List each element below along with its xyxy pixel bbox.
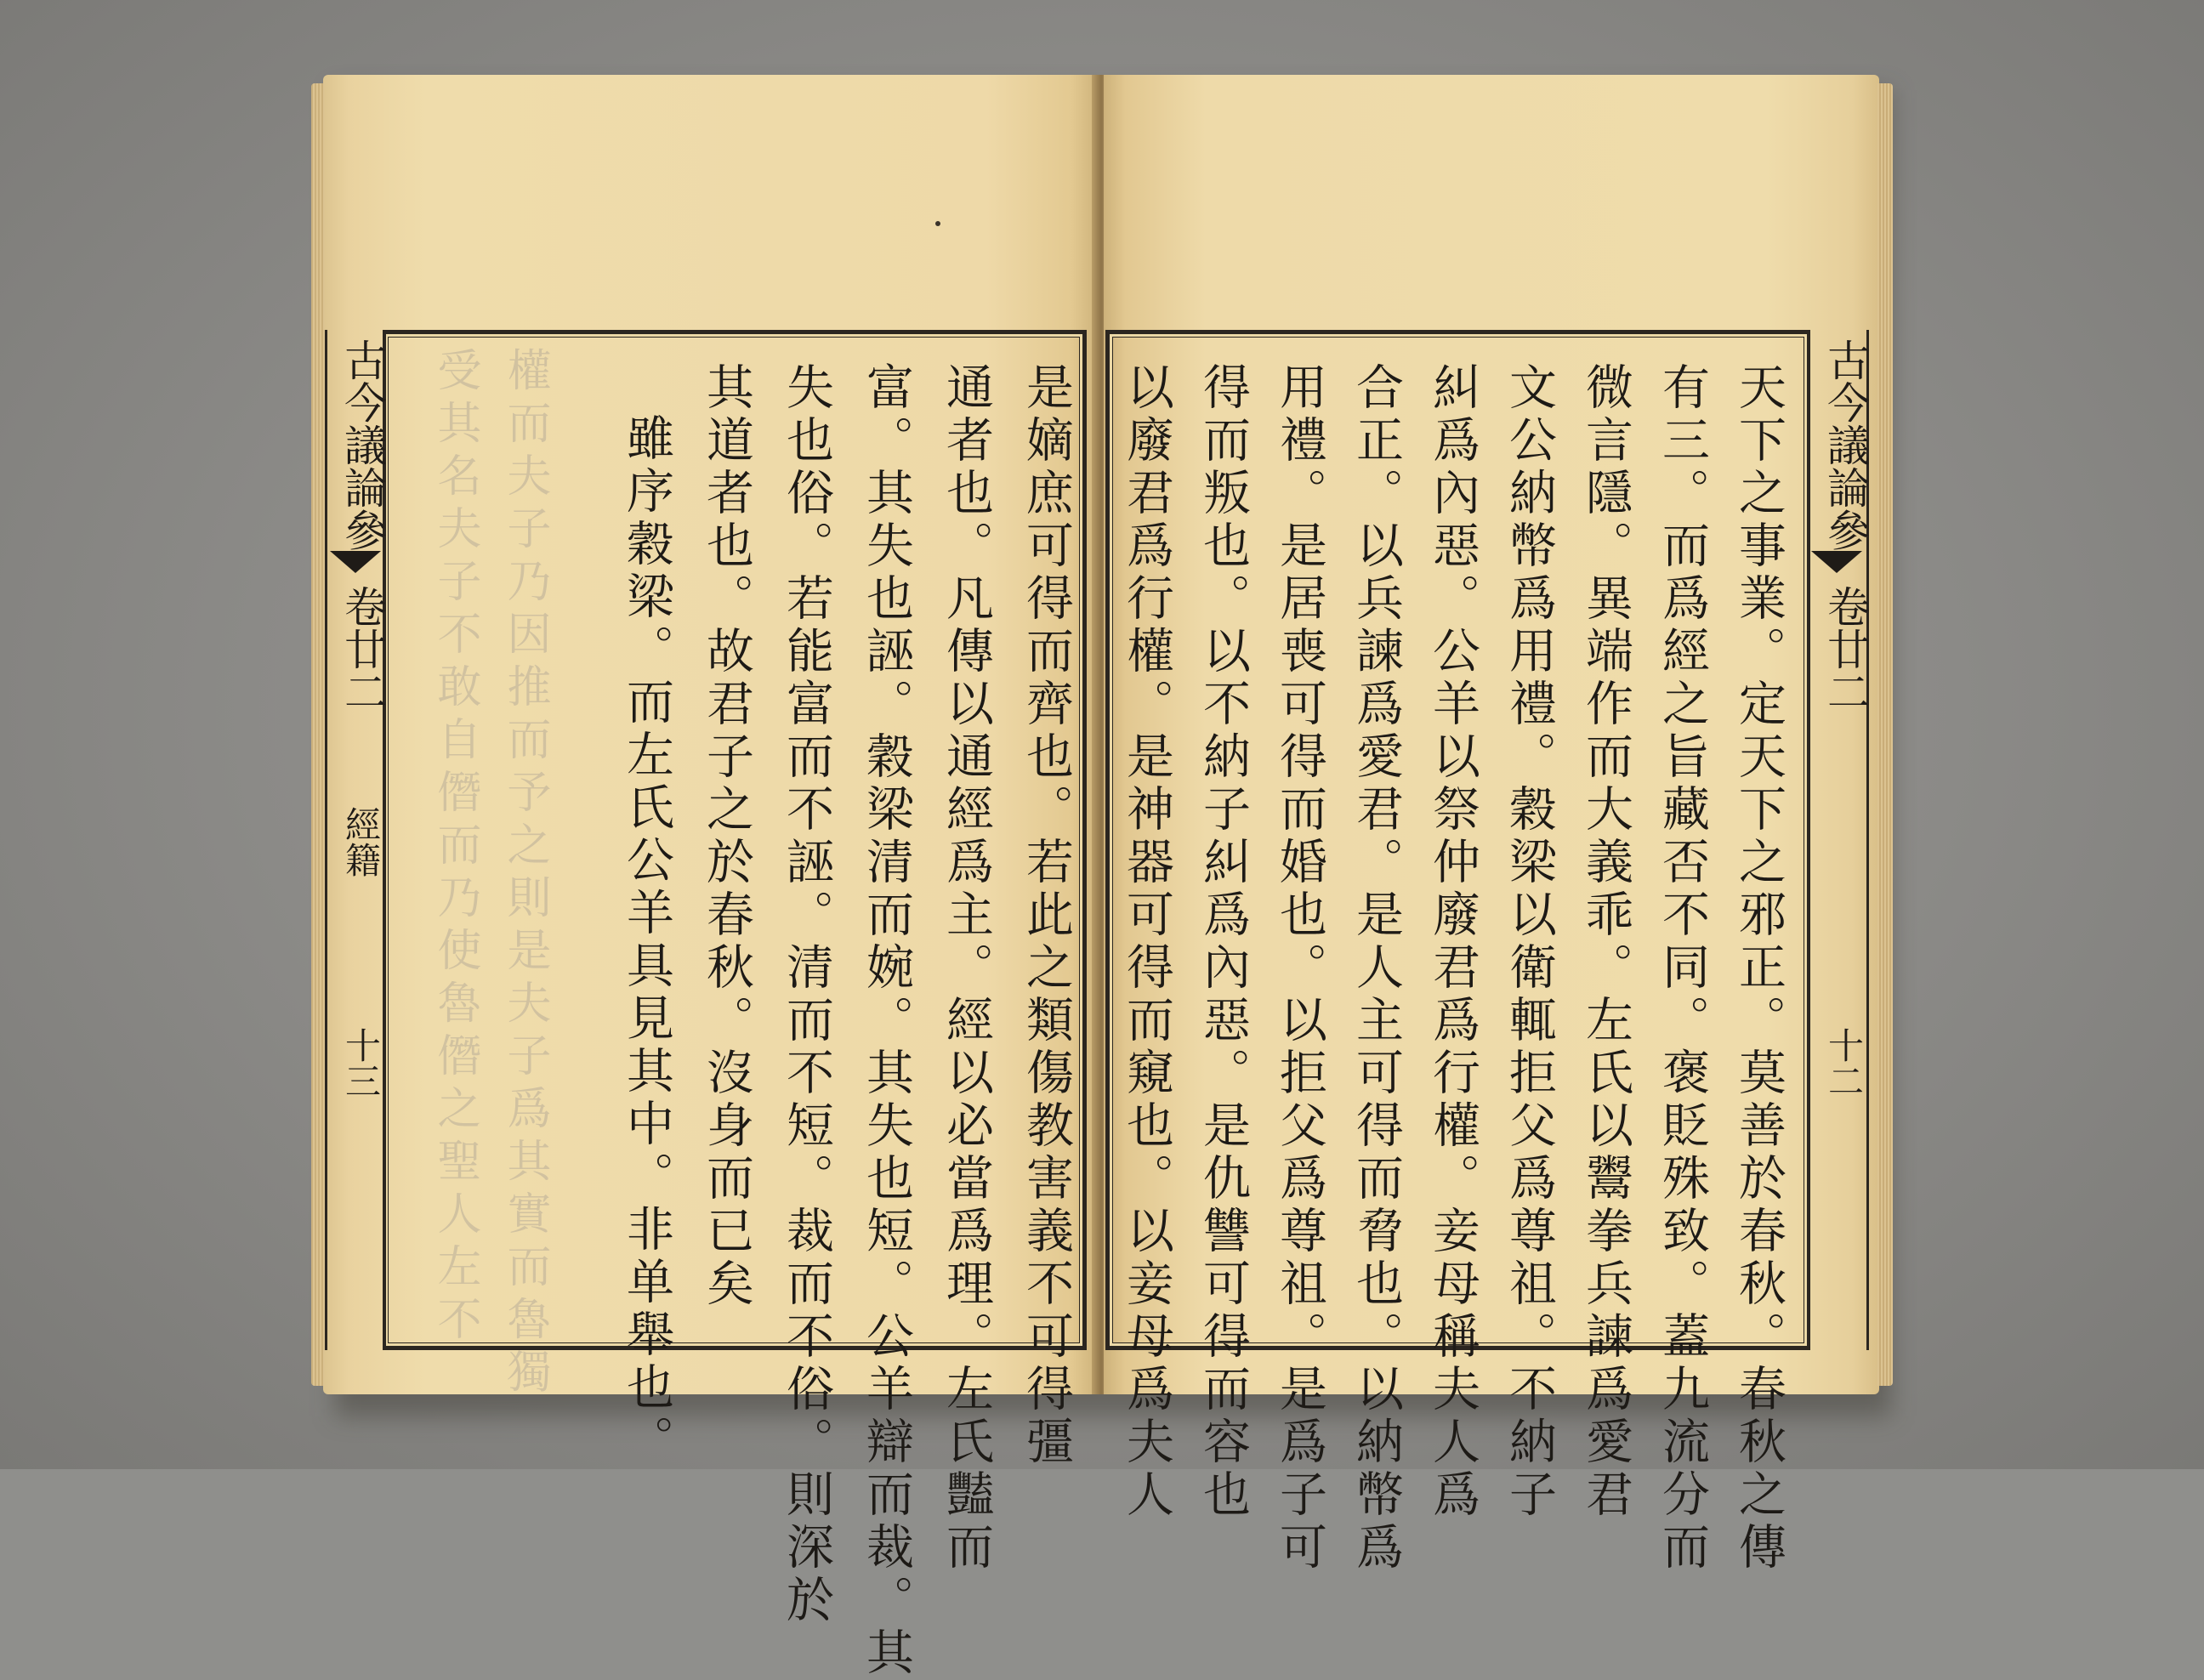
text-column: 雖序穀梁。而左氏公羊具見其中。非单舉也。 [619,413,674,1467]
margin-volume: 卷廿二 [1821,585,1870,712]
page-folio: 十二 [1823,1027,1865,1098]
left-page-edge [311,83,325,1386]
text-column: 用禮。是居喪可得而婚也。以拒父爲尊祖。是爲子可 [1272,362,1327,1575]
text-column: 合正。以兵諫爲愛君。是人主可得而脅也。以納幣爲 [1349,362,1404,1575]
text-column: 文公納幣爲用禮。穀梁以衛輒拒父爲尊祖。不納子 [1502,362,1557,1522]
text-column: 得而叛也。以不納子糾爲內惡。是仇讐可得而容也 [1196,362,1251,1522]
text-column: 以廢君爲行權。是神器可得而窺也。以妾母爲夫人 [1119,362,1174,1522]
text-column: 通者也。凡傳以通經爲主。經以必當爲理。左氏豔而 [939,362,994,1575]
text-column: 是嫡庶可得而齊也。若此之類傷教害義不可得彊 [1019,362,1074,1469]
margin-section: 經籍 [340,806,382,877]
ghost-column: 受其名夫子不敢自僭而乃使魯僭之聖人左不 [429,347,480,1348]
text-column: 富。其失也誣。穀梁清而婉。其失也短。公羊辯而裁。其 [859,362,914,1680]
text-column: 天下之事業。定天下之邪正。莫善於春秋。春秋之傳 [1731,362,1786,1575]
margin-volume: 卷廿二 [338,585,387,712]
text-column: 失也俗。若能富而不誣。清而不短。裁而不俗。則深於 [779,362,834,1627]
ghost-column: 權而夫子乃因推而予之則是夫子爲其實而魯獨 [499,347,550,1401]
text-column: 糾爲內惡。公羊以祭仲廢君爲行權。妾母稱夫人爲 [1425,362,1480,1522]
text-column: 有三。而爲經之旨藏否不同。褒貶殊致。蓋九流分而 [1655,362,1710,1575]
fishtail-mark [1811,551,1862,573]
fishtail-mark [330,551,381,573]
text-column: 微言隱。異端作而大義乖。左氏以鬻拳兵諫爲愛君 [1578,362,1633,1522]
margin-title: 古今議論參 [1821,338,1870,551]
page-folio: 十三 [340,1027,382,1098]
paper-speck [935,221,940,226]
right-page-edge [1877,83,1893,1386]
left-page [323,75,1099,1680]
open-book [323,75,1879,1680]
text-column: 其道者也。故君子之於春秋。沒身而已矣 [699,362,754,1311]
margin-title: 古今議論參 [338,338,387,551]
